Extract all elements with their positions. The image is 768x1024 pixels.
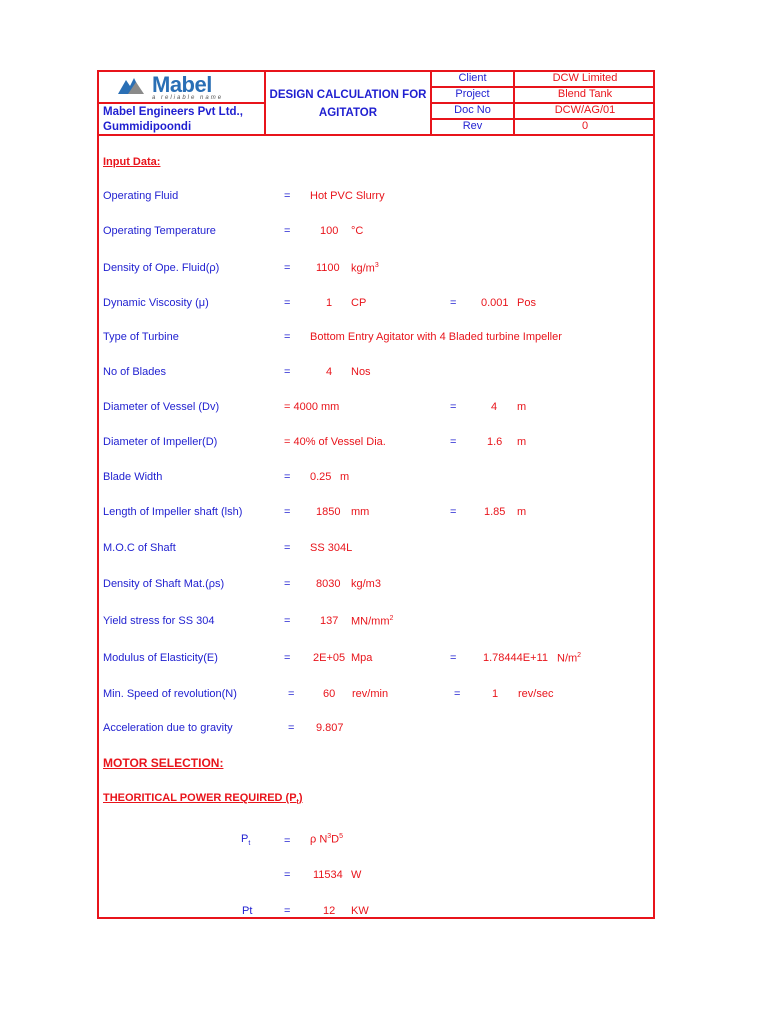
shaft-length-value-2: 1.85 [484, 506, 506, 518]
operating-temperature-equals: = [284, 225, 291, 237]
blade-width-unit: m [340, 471, 350, 483]
doc-no-value: DCW/AG/01 [554, 104, 616, 116]
modulus-unit-2-sup: 2 [577, 652, 582, 659]
shaft-length-equals: = [284, 506, 291, 518]
power-kw-unit: KW [351, 905, 369, 917]
doc-no-label: Doc No [454, 104, 491, 116]
company-location: Gummidipoondi [103, 121, 192, 133]
blade-width-equals: = [284, 471, 291, 483]
shaft-material-equals: = [284, 542, 291, 554]
yield-stress-unit-text: MN/mm [351, 615, 390, 628]
document-title-line2: AGITATOR [318, 107, 378, 119]
blade-count-value: 4 [326, 366, 333, 378]
operating-fluid-equals: = [284, 190, 291, 202]
speed-equals: = [288, 688, 295, 700]
power-formula-d: D [331, 833, 340, 846]
power-watts-unit: W [351, 869, 362, 881]
fluid-density-unit-text: kg/m [351, 262, 375, 275]
rev-value: 0 [581, 120, 589, 132]
impeller-diameter-value: = 40% of Vessel Dia. [284, 436, 386, 448]
yield-stress-unit-sup: 2 [389, 615, 394, 622]
rev-label: Rev [462, 120, 483, 132]
header-bottom-line [97, 134, 655, 136]
shaft-length-label: Length of Impeller shaft (lsh) [103, 506, 243, 518]
power-kw-equals: = [284, 905, 291, 917]
client-label: Client [458, 72, 487, 84]
modulus-equals-2: = [450, 652, 457, 664]
fluid-density-label: Density of Ope. Fluid(ρ) [103, 262, 220, 274]
yield-stress-unit [351, 615, 393, 628]
shaft-density-value: 8030 [316, 578, 341, 590]
blade-width-label: Blade Width [103, 471, 163, 483]
logo-text: Mabel [152, 72, 212, 97]
modulus-unit-2 [557, 652, 581, 665]
viscosity-value: 1 [326, 297, 333, 309]
vessel-diameter-label: Diameter of Vessel (Dv) [103, 401, 220, 413]
impeller-diameter-label: Diameter of Impeller(D) [103, 436, 218, 448]
fluid-density-unit-sup: 3 [374, 262, 379, 269]
viscosity-equals-2: = [450, 297, 457, 309]
speed-unit: rev/min [352, 688, 389, 700]
operating-temperature-value: 100 [320, 225, 339, 237]
yield-stress-label: Yield stress for SS 304 [103, 615, 215, 627]
viscosity-equals: = [284, 297, 291, 309]
theoretical-power-heading-sub: t [296, 799, 299, 807]
shaft-length-value: 1850 [316, 506, 341, 518]
power-kw-value: 12 [323, 905, 336, 917]
fluid-density-unit [351, 262, 379, 275]
vessel-diameter-unit-2: m [517, 401, 527, 413]
fluid-density-equals: = [284, 262, 291, 274]
operating-fluid-label: Operating Fluid [103, 190, 179, 202]
modulus-value-2: 1.78444E+11 [483, 652, 548, 664]
vessel-diameter-equals-2: = [450, 401, 457, 413]
logo-tagline: a reliable name [152, 95, 224, 101]
shaft-density-label: Density of Shaft Mat.(ρs) [103, 578, 225, 590]
power-kw-symbol: Pt [242, 905, 253, 917]
gravity-equals: = [288, 722, 295, 734]
modulus-equals: = [284, 652, 291, 664]
turbine-type-value: Bottom Entry Agitator with 4 Bladed turbine Impeller [310, 331, 562, 343]
speed-unit-2: rev/sec [518, 688, 554, 700]
project-label: Project [455, 88, 490, 100]
blade-width-value: 0.25 [310, 471, 332, 483]
viscosity-label: Dynamic Viscosity (μ) [103, 297, 209, 309]
blade-count-equals: = [284, 366, 291, 378]
viscosity-unit: CP [351, 297, 367, 309]
viscosity-value-2: 0.001 [481, 297, 509, 309]
project-value: Blend Tank [557, 88, 613, 100]
vessel-diameter-value-2: 4 [491, 401, 498, 413]
impeller-diameter-unit-2: m [517, 436, 527, 448]
yield-stress-value: 137 [320, 615, 339, 627]
power-symbol-text: P [241, 833, 249, 845]
turbine-type-label: Type of Turbine [103, 331, 179, 343]
company-divider-line [97, 102, 265, 104]
modulus-label: Modulus of Elasticity(E) [103, 652, 218, 664]
operating-fluid-value: Hot PVC Slurry [310, 190, 385, 202]
theoretical-power-heading-text: THEORITICAL POWER REQUIRED (P [103, 792, 297, 804]
client-value: DCW Limited [552, 72, 618, 84]
modulus-unit-2-text: N/m [557, 652, 578, 665]
power-watts-value: 11534 [313, 869, 343, 881]
gravity-label: Acceleration due to gravity [103, 722, 233, 734]
modulus-value: 2E+05 [313, 652, 346, 664]
power-symbol-sub: t [248, 840, 251, 848]
logo-mark-icon [118, 76, 152, 94]
motor-selection-heading: MOTOR SELECTION: [103, 756, 224, 770]
blade-count-label: No of Blades [103, 366, 166, 378]
power-symbol [241, 833, 250, 847]
shaft-material-label: M.O.C of Shaft [103, 542, 176, 554]
speed-value-2: 1 [492, 688, 499, 700]
vessel-diameter-value: = 4000 mm [284, 401, 340, 413]
blade-count-unit: Nos [351, 366, 371, 378]
power-formula-n-sup: 3 [327, 833, 332, 840]
company-name: Mabel Engineers Pvt Ltd., [103, 106, 243, 118]
power-formula-d-sup: 5 [339, 833, 344, 840]
fluid-density-value: 1100 [316, 262, 340, 274]
impeller-diameter-equals-2: = [450, 436, 457, 448]
shaft-density-equals: = [284, 578, 291, 590]
shaft-length-unit: mm [351, 506, 370, 518]
power-watts-equals: = [284, 869, 291, 881]
shaft-length-equals-2: = [450, 506, 457, 518]
shaft-length-unit-2: m [517, 506, 527, 518]
shaft-material-value: SS 304L [310, 542, 353, 554]
power-formula-rho-n: ρ N [310, 833, 328, 846]
input-data-heading: Input Data: [103, 156, 161, 168]
shaft-density-unit: kg/m3 [351, 578, 381, 590]
speed-value: 60 [323, 688, 336, 700]
turbine-type-equals: = [284, 331, 291, 343]
theoretical-power-heading [103, 792, 303, 806]
document-title-line1: DESIGN CALCULATION FOR [269, 89, 427, 101]
power-formula [310, 833, 343, 846]
operating-temperature-label: Operating Temperature [103, 225, 216, 237]
operating-temperature-unit: °C [351, 225, 364, 237]
modulus-unit: Mpa [351, 652, 373, 664]
impeller-diameter-value-2: 1.6 [487, 436, 503, 448]
speed-equals-2: = [454, 688, 461, 700]
theoretical-power-heading-close: ) [298, 792, 303, 804]
speed-label: Min. Speed of revolution(N) [103, 688, 237, 700]
gravity-value: 9.807 [316, 722, 344, 734]
power-formula-equals: = [284, 835, 291, 847]
viscosity-unit-2: Pos [517, 297, 536, 309]
yield-stress-equals: = [284, 615, 291, 627]
